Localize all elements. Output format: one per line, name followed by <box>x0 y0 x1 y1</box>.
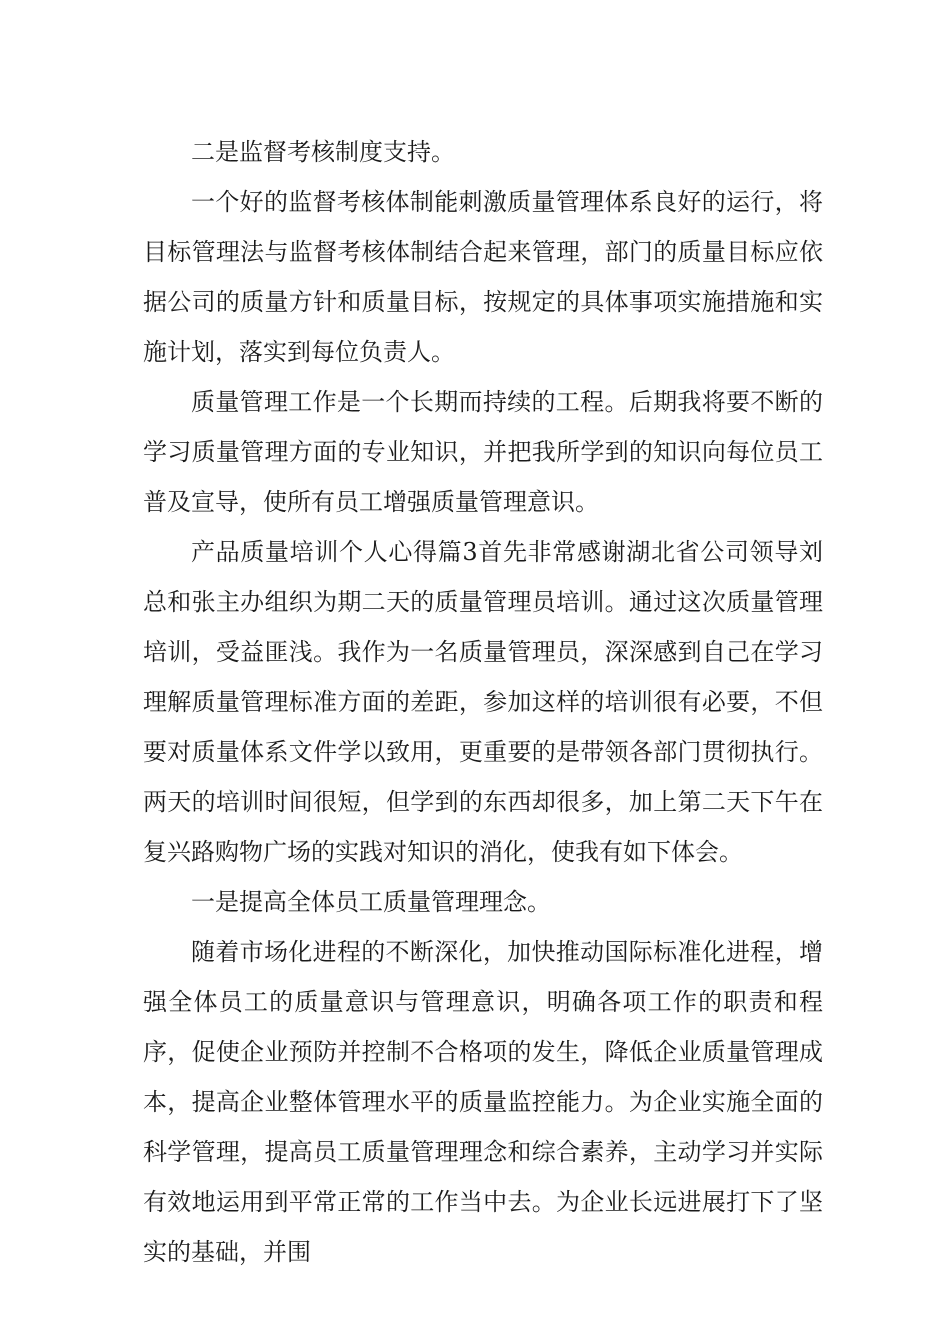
paragraph-quality-concept-heading: 一是提高全体员工质量管理理念。 <box>191 888 551 916</box>
paragraph-supervision-system: 一个好的监督考核体制能刺激质量管理体系良好的运行，将目标管理法与监督考核体制结合起来管理，部门的质量目标应依据公司的质量方针和质量目标，按规定的具体事项实施措施和实施计划，落实到每位负责人。 <box>143 188 823 366</box>
document-body <box>143 127 823 1277</box>
paragraph-training-reflection: 产品质量培训个人心得篇3首先非常感谢湖北省公司领导刘总和张主办组织为期二天的质量管理员培训。通过这次质量管理培训，受益匪浅。我作为一名质量管理员，深深感到自己在学习理解质量管理标准方面的差距，参加这样的培训很有必要，不但要对质量体系文件学以致用，更重要的是带领各部门贯彻执行。两天的培训时间很短，但学到的东西却很多，加上第二天下午在复兴路购物广场的实践对知识的消化，使我有如下体会。 <box>143 538 823 866</box>
paragraph-long-term-project: 质量管理工作是一个长期而持续的工程。后期我将要不断的学习质量管理方面的专业知识，并把我所学到的知识向每位员工普及宣导，使所有员工增强质量管理意识。 <box>143 388 823 516</box>
paragraph-supervision-heading: 二是监督考核制度支持。 <box>191 138 455 166</box>
paragraph-marketization: 随着市场化进程的不断深化，加快推动国际标准化进程，增强全体员工的质量意识与管理意识，明确各项工作的职责和程序，促使企业预防并控制不合格项的发生，降低企业质量管理成本，提高企业整体管理水平的质量监控能力。为企业实施全面的科学管理，提高员工质量管理理念和综合素养，主动学习并实际有效地运用到平常正常的工作当中去。为企业长远进展打下了坚实的基础，并围 <box>143 938 823 1266</box>
